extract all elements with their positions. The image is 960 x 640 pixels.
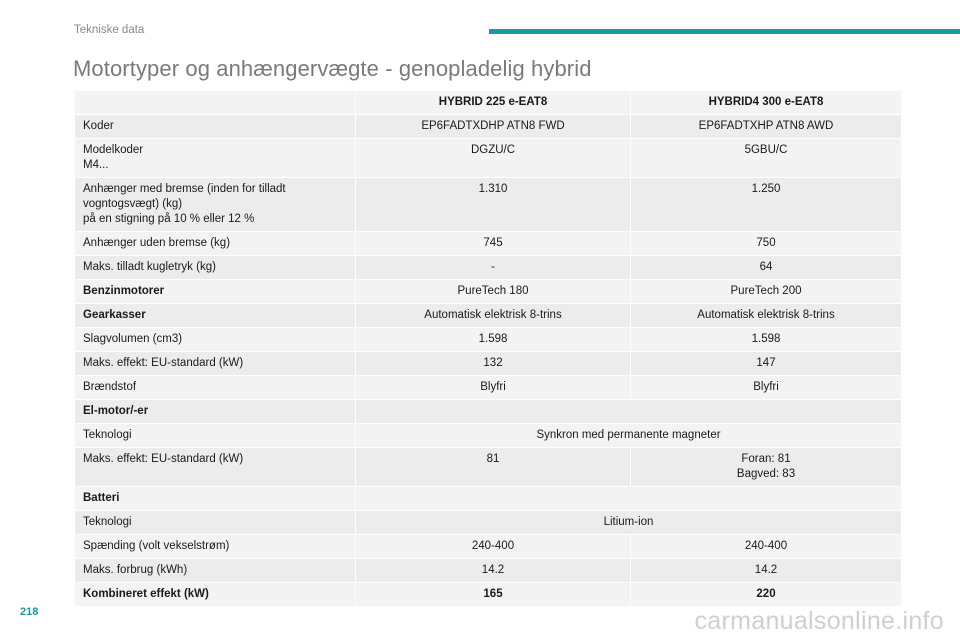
table-row <box>75 232 902 256</box>
table-row <box>75 559 902 583</box>
row-label <box>75 178 356 232</box>
row-label-line: vogntogsvægt) (kg) <box>83 198 183 210</box>
section-heading-battery: Batteri <box>75 487 356 511</box>
table-section-row <box>75 487 902 511</box>
row-value-2: Automatisk elektrisk 8-trins <box>631 304 902 328</box>
row-value-line: Bagved: 83 <box>736 468 796 480</box>
section-accent-bar <box>489 29 960 34</box>
column-header-hybrid4-300: HYBRID4 300 e-EAT8 <box>631 91 902 115</box>
section-heading-electric-motor: El-motor/-er <box>75 400 356 424</box>
row-value-span: Synkron med permanente magneter <box>356 424 902 448</box>
row-value-1: 165 <box>356 583 631 607</box>
row-label-line: på en stigning på 10 % eller 12 % <box>83 213 255 225</box>
row-label-line: M4... <box>83 159 109 171</box>
row-value-1: 14.2 <box>356 559 631 583</box>
row-label: Maks. effekt: EU-standard (kW) <box>75 352 356 376</box>
row-value-1: 132 <box>356 352 631 376</box>
table-row <box>75 352 902 376</box>
table-row <box>75 376 902 400</box>
row-value-2: PureTech 200 <box>631 280 902 304</box>
row-value-1: 1.310 <box>356 178 631 232</box>
row-value-line: Foran: 81 <box>741 453 791 465</box>
row-value-1: 240-400 <box>356 535 631 559</box>
row-value-1: - <box>356 256 631 280</box>
table-header-empty <box>75 91 356 115</box>
page-number: 218 <box>20 606 39 618</box>
table-row <box>75 256 902 280</box>
table-row <box>75 280 902 304</box>
row-label: Teknologi <box>75 424 356 448</box>
row-label: Maks. tilladt kugletryk (kg) <box>75 256 356 280</box>
row-value-1: 1.598 <box>356 328 631 352</box>
row-value-2: 147 <box>631 352 902 376</box>
page-title: Motortyper og anhængervægte - genopladelig hybrid <box>73 56 592 81</box>
table-row <box>75 304 902 328</box>
row-value-1: PureTech 180 <box>356 280 631 304</box>
row-label: Spænding (volt vekselstrøm) <box>75 535 356 559</box>
column-header-hybrid225: HYBRID 225 e-EAT8 <box>356 91 631 115</box>
row-label-line: Anhænger med bremse (inden for tilladt <box>83 183 286 195</box>
row-value-2: 220 <box>631 583 902 607</box>
row-value-1: Blyfri <box>356 376 631 400</box>
row-label: Gearkasser <box>75 304 356 328</box>
row-value-1: Automatisk elektrisk 8-trins <box>356 304 631 328</box>
row-value-1: 745 <box>356 232 631 256</box>
table-section-row <box>75 400 902 424</box>
row-value-span: Litium-ion <box>356 511 902 535</box>
table-row <box>75 511 902 535</box>
table-row <box>75 139 902 178</box>
row-value-1: 81 <box>356 448 631 487</box>
table-row <box>75 424 902 448</box>
table-row <box>75 448 902 487</box>
row-label: Teknologi <box>75 511 356 535</box>
row-value-2: 1.250 <box>631 178 902 232</box>
section-label: Tekniske data <box>74 24 145 36</box>
spec-table <box>74 90 902 607</box>
row-label: Kombineret effekt (kW) <box>75 583 356 607</box>
table-row <box>75 535 902 559</box>
row-label: Benzinmotorer <box>75 280 356 304</box>
row-label <box>75 139 356 178</box>
table-row <box>75 115 902 139</box>
row-label: Koder <box>75 115 356 139</box>
row-label: Slagvolumen (cm3) <box>75 328 356 352</box>
section-heading-filler <box>356 487 902 511</box>
row-value-2: EP6FADTXHP ATN8 AWD <box>631 115 902 139</box>
row-value-1: EP6FADTXDHP ATN8 FWD <box>356 115 631 139</box>
row-label: Maks. forbrug (kWh) <box>75 559 356 583</box>
watermark: carmanualsonline.info <box>694 607 944 635</box>
row-label: Maks. effekt: EU-standard (kW) <box>75 448 356 487</box>
section-heading-filler <box>356 400 902 424</box>
table-row <box>75 178 902 232</box>
table-header-row <box>75 91 902 115</box>
row-value-2: 5GBU/C <box>631 139 902 178</box>
row-label: Brændstof <box>75 376 356 400</box>
row-value-2: 14.2 <box>631 559 902 583</box>
row-label-line: Modelkoder <box>83 144 144 156</box>
table-row <box>75 583 902 607</box>
row-value-2: Blyfri <box>631 376 902 400</box>
table-row <box>75 328 902 352</box>
row-value-2: 64 <box>631 256 902 280</box>
row-value-2: 750 <box>631 232 902 256</box>
row-value-1: DGZU/C <box>356 139 631 178</box>
row-value-2 <box>631 448 902 487</box>
row-value-2: 240-400 <box>631 535 902 559</box>
row-value-2: 1.598 <box>631 328 902 352</box>
row-label: Anhænger uden bremse (kg) <box>75 232 356 256</box>
